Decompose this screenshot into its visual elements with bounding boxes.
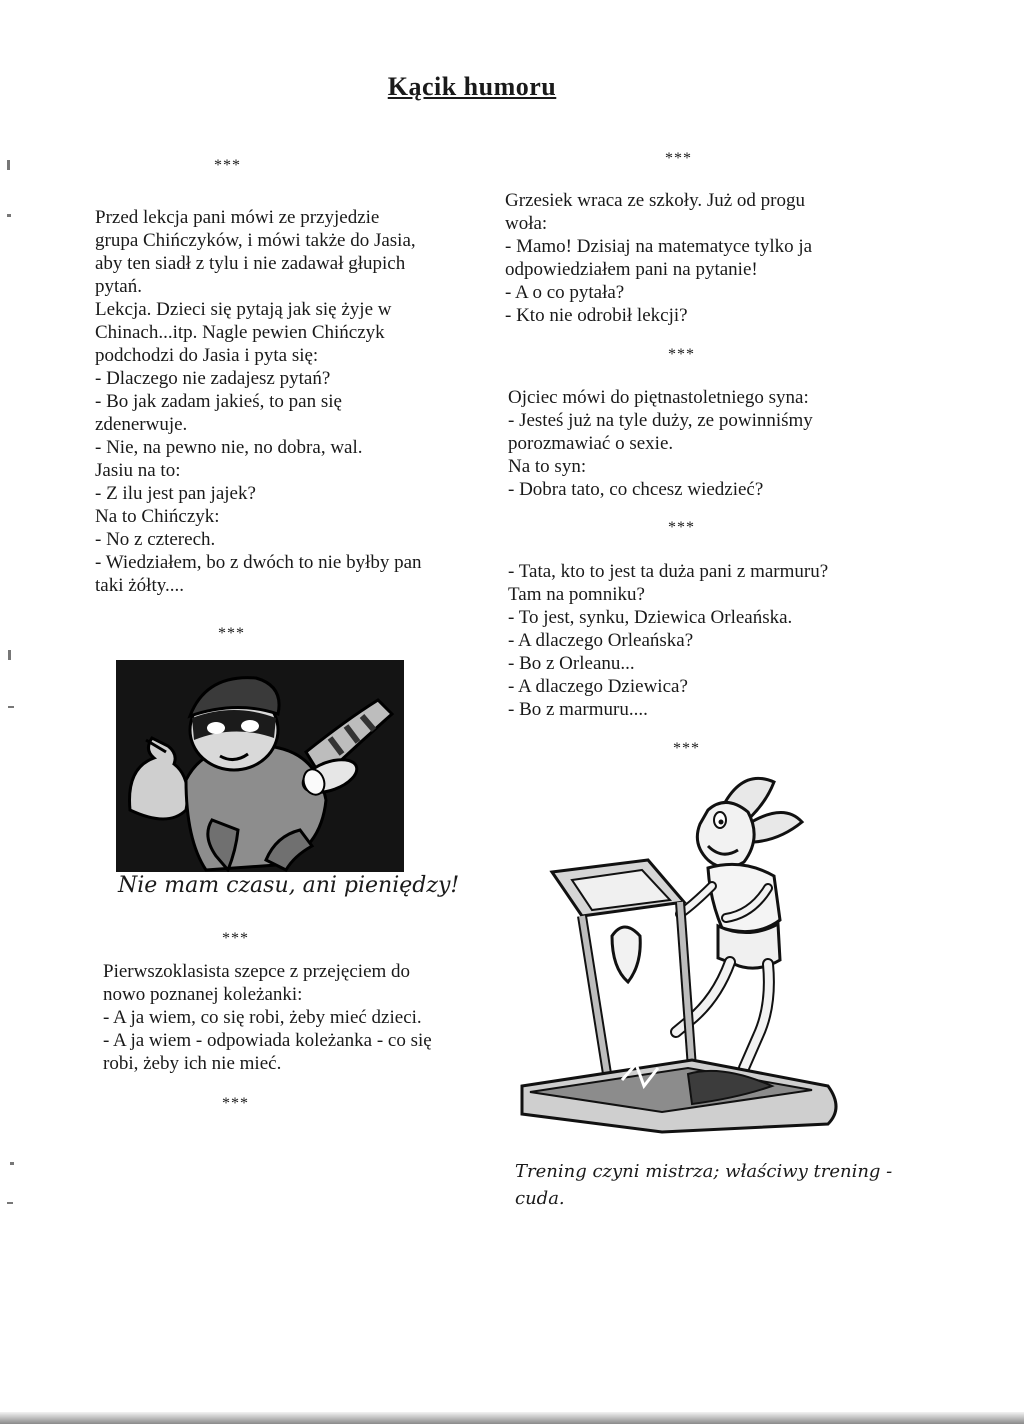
text-line: - No z czterech. <box>95 529 216 550</box>
scan-speck <box>7 214 11 217</box>
text-line: Grzesiek wraca ze szkoły. Już od progu <box>505 190 806 211</box>
thief-illustration <box>116 660 404 872</box>
text-line: - Bo z marmuru.... <box>508 699 648 720</box>
text-line: - Bo jak zadam jakieś, to pan się <box>95 391 342 412</box>
text-line: zdenerwuje. <box>95 414 188 435</box>
text-line: porozmawiać o sexie. <box>508 433 674 454</box>
scan-bottom-edge <box>0 1412 1024 1424</box>
text-line: - A dlaczego Orleańska? <box>508 630 694 651</box>
text-line: robi, żeby ich nie mieć. <box>103 1053 282 1074</box>
joke-grzesiek <box>505 189 812 327</box>
text-line: - Mamo! Dzisiaj na matematyce tylko ja <box>505 236 813 257</box>
text-line: podchodzi do Jasia i pyta się: <box>95 345 319 366</box>
scan-speck <box>8 706 14 708</box>
text-line: - Jesteś już na tyle duży, ze powinniśmy <box>508 410 813 431</box>
text-line: aby ten siadł z tylu i nie zadawał głupich <box>95 253 406 274</box>
text-line: Ojciec mówi do piętnastoletniego syna: <box>508 387 809 408</box>
joke-father-son <box>508 386 813 501</box>
text-line: - Z ilu jest pan jajek? <box>95 483 256 504</box>
separator-stars: *** <box>673 740 700 757</box>
rabbit-caption <box>515 1158 892 1212</box>
scan-speck <box>7 160 10 170</box>
text-line: - Dlaczego nie zadajesz pytań? <box>95 368 331 389</box>
text-line: - A o co pytała? <box>505 282 625 303</box>
text-line: Jasiu na to: <box>95 460 181 481</box>
scan-speck <box>8 650 11 660</box>
text-line: - Kto nie odrobił lekcji? <box>505 305 688 326</box>
separator-stars: *** <box>214 157 241 174</box>
text-line: - A dlaczego Dziewica? <box>508 676 688 697</box>
text-line: Na to syn: <box>508 456 587 477</box>
text-line: nowo poznanej koleżanki: <box>103 984 303 1005</box>
separator-stars: *** <box>665 150 692 167</box>
text-line: - A ja wiem, co się robi, żeby mieć dzieci. <box>103 1007 422 1028</box>
text-line: - Bo z Orleanu... <box>508 653 635 674</box>
text-line: - Nie, na pewno nie, no dobra, wal. <box>95 437 363 458</box>
text-line: Lekcja. Dzieci się pytają jak się żyje w <box>95 299 392 320</box>
text-line: Przed lekcja pani mówi ze przyjedzie <box>95 207 380 228</box>
thief-caption: Nie mam czasu, ani pieniędzy! <box>118 873 460 898</box>
text-line: pytań. <box>95 276 142 297</box>
text-line: - A ja wiem - odpowiada koleżanka - co się <box>103 1030 432 1051</box>
text-line: taki żółty.... <box>95 575 184 596</box>
joke-marble-statue <box>508 560 828 721</box>
separator-stars: *** <box>218 625 245 642</box>
text-line: Na to Chińczyk: <box>95 506 220 527</box>
page-title: Kącik humoru <box>387 72 557 101</box>
scan-speck <box>10 1162 14 1165</box>
text-line: - Tata, kto to jest ta duża pani z marmuru? <box>508 561 829 582</box>
joke-first-grader <box>103 960 432 1075</box>
text-line: odpowiedziałem pani na pytanie! <box>505 259 758 280</box>
scan-speck <box>7 1202 13 1204</box>
text-line: Pierwszoklasista szepce z przejęciem do <box>103 961 411 982</box>
separator-stars: *** <box>222 930 249 947</box>
text-line: - Wiedziałem, bo z dwóch to nie byłby pan <box>95 552 422 573</box>
text-line: - Dobra tato, co chcesz wiedzieć? <box>508 479 764 500</box>
text-line: - To jest, synku, Dziewica Orleańska. <box>508 607 793 628</box>
separator-stars: *** <box>668 519 695 536</box>
separator-stars: *** <box>668 346 695 363</box>
text-line: woła: <box>505 213 548 234</box>
separator-stars: *** <box>222 1095 249 1112</box>
text-line: Tam na pomniku? <box>508 584 645 605</box>
rabbit-caption-line: cuda. <box>515 1188 565 1209</box>
text-line: grupa Chińczyków, i mówi także do Jasia, <box>95 230 416 251</box>
text-line: Chinach...itp. Nagle pewien Chińczyk <box>95 322 385 343</box>
rabbit-caption-line: Trening czyni mistrza; właściwy trening - <box>515 1161 893 1182</box>
rabbit-treadmill-illustration <box>512 768 852 1148</box>
joke-chinese-visitors <box>95 206 422 597</box>
